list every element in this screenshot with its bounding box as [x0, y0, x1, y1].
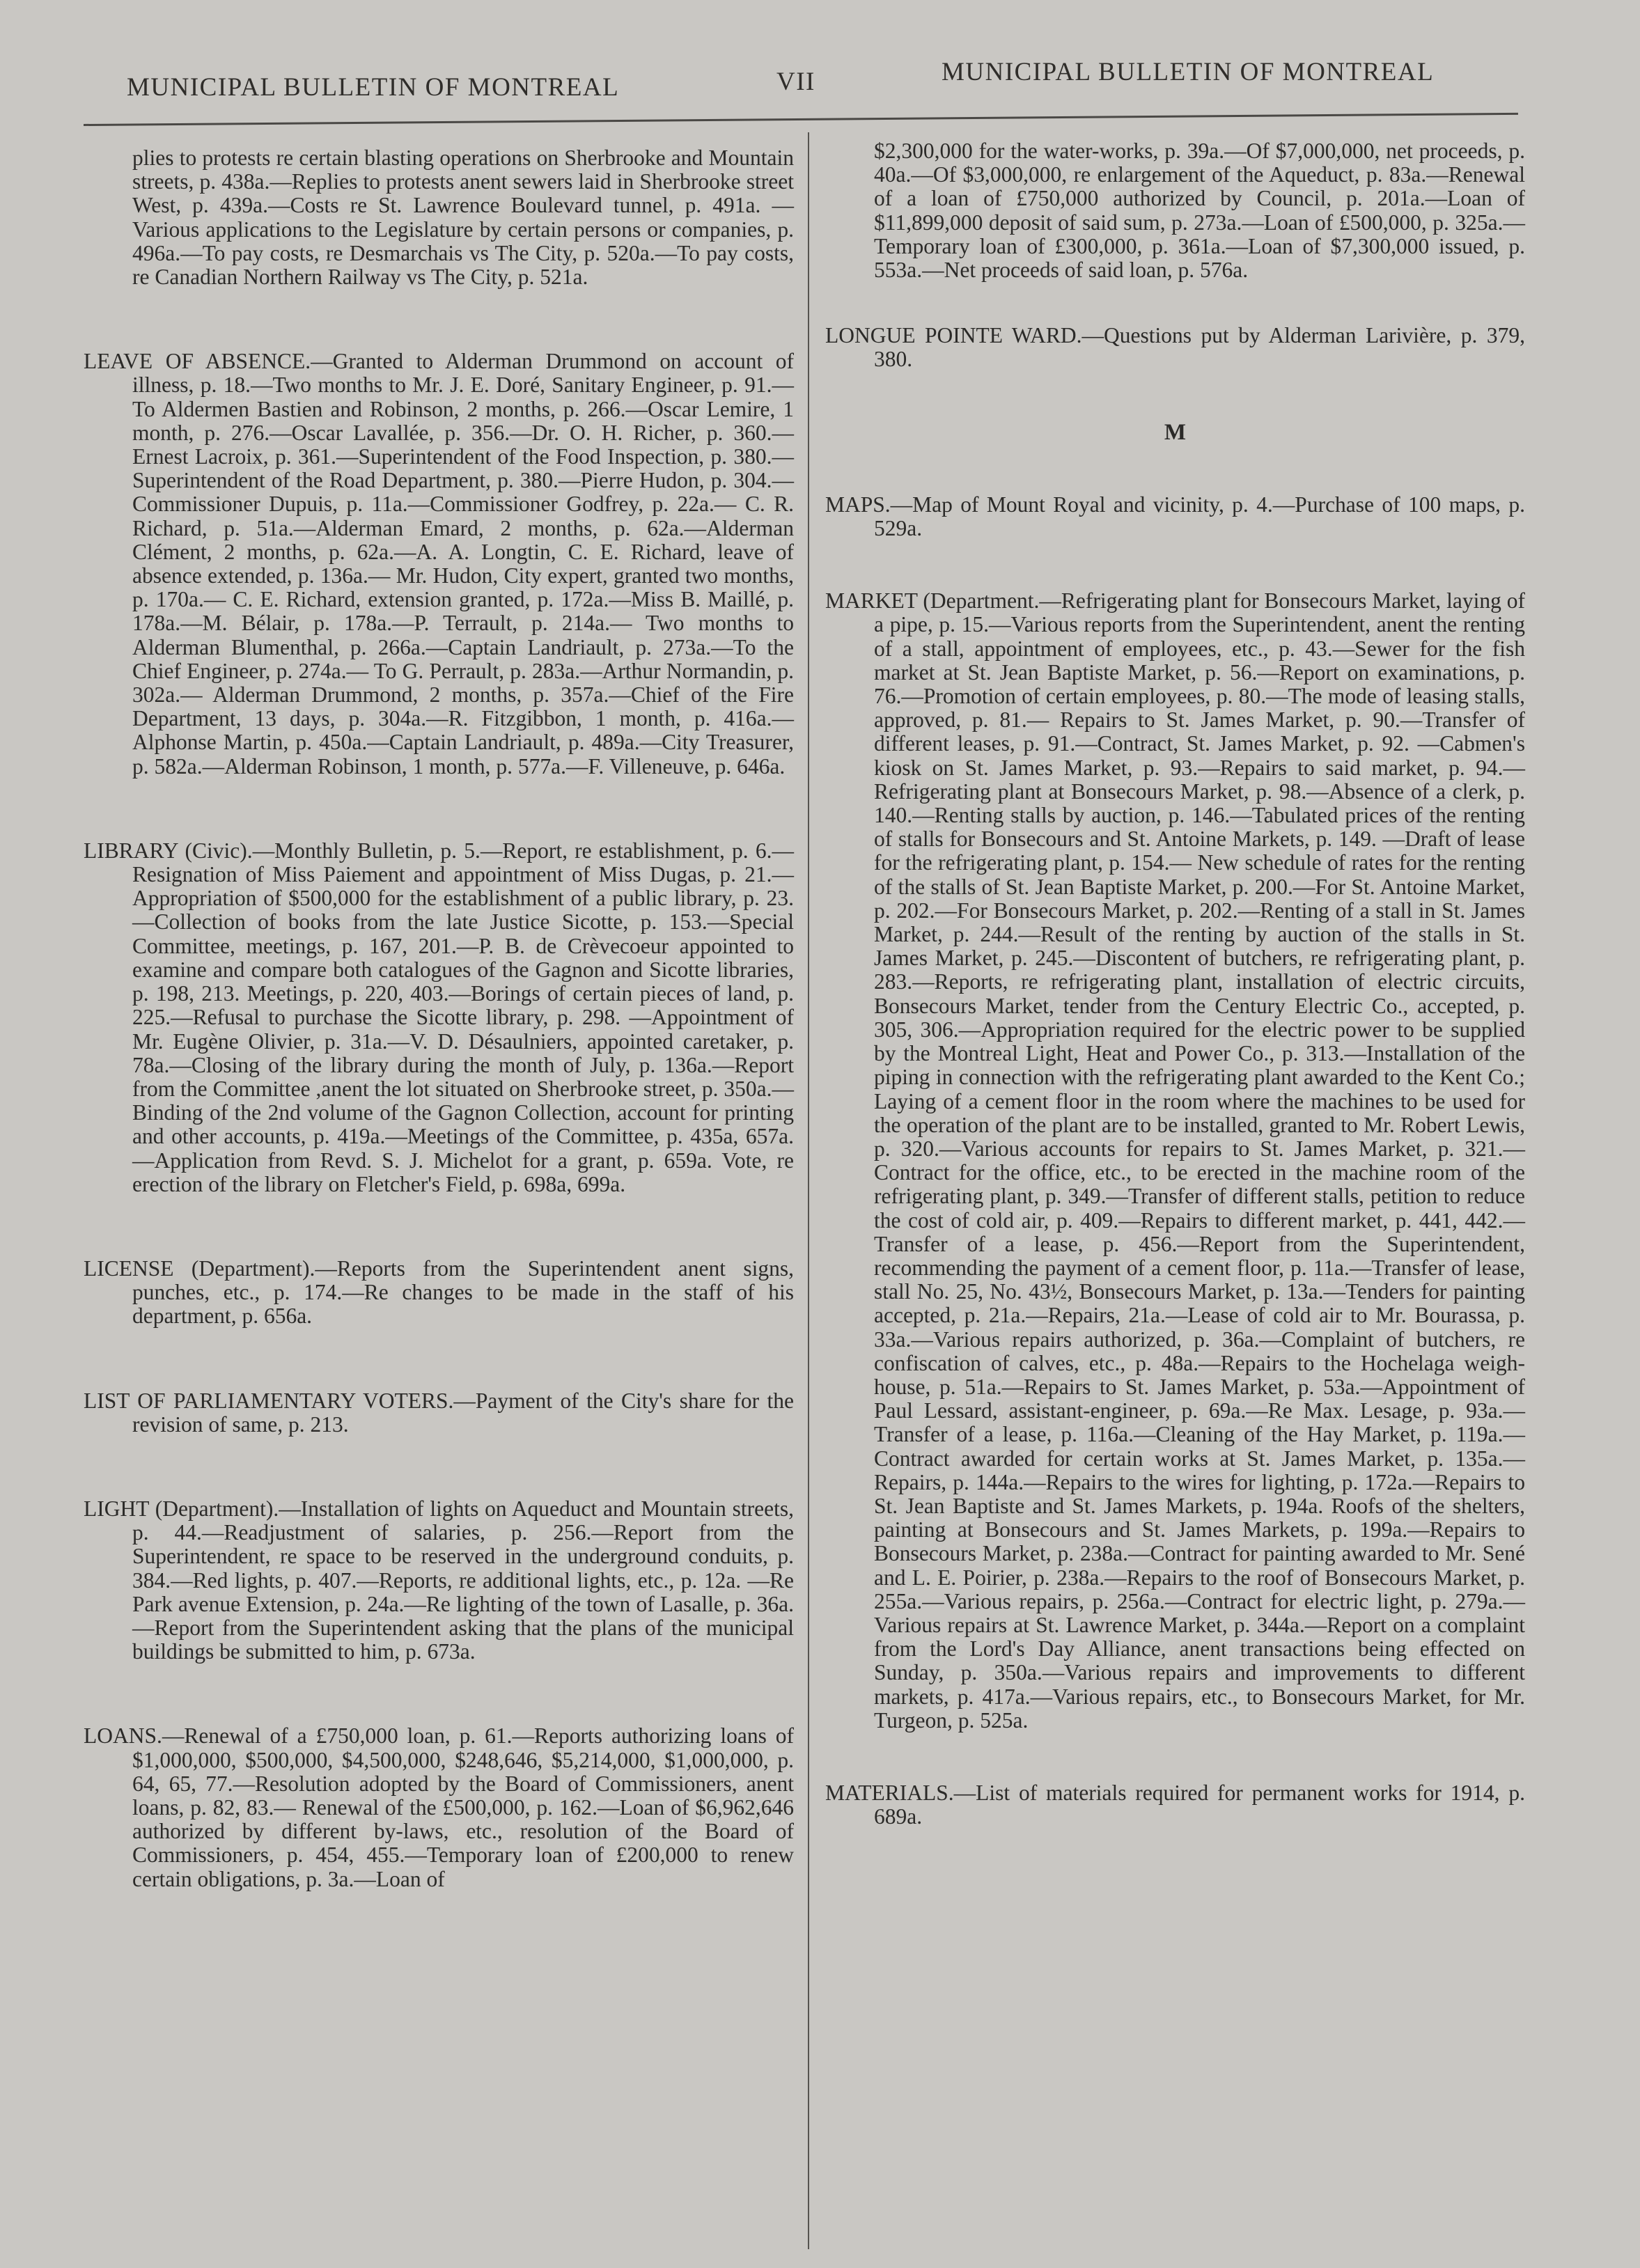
entry-text: —Reports from the Superintendent anent signs, punches, etc., p. 174.—Re changes to be made in the staff of his department, p. 656a. — [132, 1256, 794, 1329]
index-entry-library — [84, 839, 794, 1196]
entry-heading: LIGHT (Department). — [84, 1496, 279, 1521]
index-entry-loans — [84, 1724, 794, 1891]
entry-text: —Renewal of a £750,000 loan, p. 61.—Reports authorizing loans of $1,000,000, $500,000, $4,500,000, $248,646, $5,214,000, $1,000,000, p. 64, 65, 77.—Resolution adopted by the Board of Commissioners, anent loans, p. 82, 83.— Renewal of the £500,000, p. 162.—Loan of $6,962,646 authorized by different by-laws, etc., resolution of the Board of Commissioners, p. 454, 455.—Temporary loan of £200,000 to renew certain obligations, p. 3a.—Loan of — [132, 1723, 794, 1891]
entry-heading: MATERIALS. — [825, 1780, 954, 1805]
index-entry-market — [825, 589, 1525, 1733]
entry-heading: LOANS. — [84, 1723, 162, 1749]
running-header-right: MUNICIPAL BULLETIN OF MONTREAL — [942, 58, 1435, 86]
continued-entry-text: plies to protests re certain blasting operations on Sherbrooke and Mountain streets, p. 438a.—Replies to protests anent sewers laid in Sherbrooke street West, p. 439a.—Costs re St. Lawrence Boulevard tunnel, p. 491a. —Various applications to the Legislature by certain persons or companies, p. 496a.—To pay costs, re Desmarchais vs The City, p. 520a.—To pay costs, re Canadian Northern Railway vs The City, p. 521a. — [132, 146, 794, 290]
continued-entry-text: $2,300,000 for the water-works, p. 39a.—Of $7,000,000, net proceeds, p. 40a.—Of $3,000,000, re enlargement of the Aqueduct, p. 83a.—Renewal of a loan of £750,000 authorized by Council, p. 201a.—Loan of $11,899,000 deposit of said sum, p. 273a.—Loan of £500,000, p. 325a.— Temporary loan of £300,000, p. 361a.—Loan of $7,300,000 issued, p. 553a.—Net proceeds of said loan, p. 576a. — [874, 139, 1525, 283]
entry-heading: MAPS. — [825, 492, 891, 517]
entry-text: —Map of Mount Royal and vicinity, p. 4.—Purchase of 100 maps, p. 529a. — [874, 492, 1525, 541]
column-divider — [808, 132, 809, 2249]
entry-text: —Installation of lights on Aqueduct and Mountain streets, p. 44.—Readjustment of salaries, p. 256.—Report from the Superintendent, re space to be reserved in the underground conduits, p. 384.—Red lights, p. 407.—Reports, re additional lights, etc., p. 12a. —Re Park avenue Extension, p. 24a.—Re lighting of the town of Lasalle, p. 36a.—Report from the Superintendent asking that the plans of the municipal buildings be submitted to him, p. 673a. — [132, 1496, 794, 1664]
running-header-left: MUNICIPAL BULLETIN OF MONTREAL — [127, 73, 620, 102]
entry-text: —List of materials required for permanent works for 1914, p. 689a. — [874, 1780, 1525, 1829]
entry-heading: MARKET (Department. — [825, 588, 1040, 613]
section-letter: M — [1164, 419, 1187, 445]
index-entry-leave-of-absence — [84, 350, 794, 779]
entry-heading: LIBRARY (Civic). — [84, 838, 253, 863]
entry-heading: LEAVE OF ABSENCE. — [84, 349, 311, 374]
index-entry-light — [84, 1497, 794, 1664]
right-column — [825, 139, 1525, 1829]
entry-text: —Payment of the City's share for the revision of same, p. 213. — [132, 1388, 795, 1437]
index-entry-longue-pointe-ward — [825, 324, 1525, 371]
entry-text: —Questions put by Alderman Larivière, p. 379, 380. — [874, 323, 1525, 372]
index-entry-license — [84, 1257, 794, 1329]
entry-heading: LIST OF PARLIAMENTARY VOTERS. — [84, 1388, 454, 1413]
header-rule — [84, 113, 1518, 126]
entry-heading: LONGUE POINTE WARD. — [825, 323, 1082, 348]
index-entry-materials — [825, 1781, 1525, 1829]
entry-text: —Monthly Bulletin, p. 5.—Report, re establishment, p. 6.—Resignation of Miss Paiement and appointment of Miss Dugas, p. 21.—Appropriation of $500,000 for the establishment of a public library, p. 23. —Collection of books from the late Justice Sicotte, p. 153.—Special Committee, meetings, p. 167, 201.—P. B. de Crèvecoeur appointed to examine and compare both catalogues of the Gagnon and Sicotte libraries, p. 198, 213. Meetings, p. 220, 403.—Borings of certain pieces of land, p. 225.—Refusal to purchase the Sicotte library, p. 298. —Appointment of Mr. Eugène Olivier, p. 31a.—V. D. Désaulniers, appointed caretaker, p. 78a.—Closing of the library during the month of July, p. 136a.—Report from the Committee ,anent the lot situated on Sherbrooke street, p. 350a.—Binding of the 2nd volume of the Gagnon Collection, account for printing and other accounts, p. 419a.—Meetings of the Committee, p. 435a, 657a.—Application from Revd. S. J. Michelot for a grant, p. 659a. Vote, re erection of the library on Fletcher's Field, p. 698a, 699a. — [132, 838, 794, 1196]
entry-heading: LICENSE (Department). — [84, 1256, 315, 1281]
index-entry-list-of-parliamentary-voters — [84, 1389, 794, 1437]
page-number: VII — [776, 68, 815, 96]
entry-text: —Refrigerating plant for Bonsecours Market, laying of a pipe, p. 15.—Various reports from the Superintendent, anent the renting of a stall, appointment of employees, etc., p. 43.—Sewer for the fish market at St. Jean Baptiste Market, p. 56.—Report on examinations, p. 76.—Promotion of certain employees, p. 80.—The mode of leasing stalls, approved, p. 81.— Repairs to St. James Market, p. 90.—Transfer of different leases, p. 91.—Contract, St. James Market, p. 92. —Cabmen's kiosk on St. James Market, p. 93.—Repairs to said market, p. 94.—Refrigerating plant at Bonsecours Market, p. 98.—Absence of a clerk, p. 140.—Renting stalls by auction, p. 146.—Tabulated prices of the renting of stalls for Bonsecours and St. Antoine Markets, p. 149. —Draft of lease for the refrigerating plant, p. 154.— New schedule of rates for the renting of the stalls of St. Jean Baptiste Market, p. 200.—For St. Antoine Market, p. 202.—For Bonsecours Market, p. 202.—Renting of a stall in St. James Market, p. 244.—Result of the renting by auction of the stalls in St. James Market, p. 245.—Discontent of butchers, re refrigerating plant, p. 283.—Reports, re refrigerating plant, installation of electric circuits, Bonsecours Market, tender from the Century Electric Co., accepted, p. 305, 306.—Appropriation required for the electric power to be supplied by the Montreal Light, Heat and Power Co., p. 313.—Installation of the piping in connection with the refrigerating plant awarded to the Kent Co.; Laying of a cement floor in the room where the machines to be used for the operation of the plant are to be installed, granted to Mr. Robert Lewis, p. 320.—Various accounts for repairs to St. James Market, p. 321.—Contract for the office, etc., to be erected in the machine room of the refrigerating plant, p. 349.—Transfer of different stalls, petition to reduce the cost of cold air, p. 409.—Repairs to different market, p. 441, 442.—Transfer of a lease, p. 456.—Report from the Superintendent, recommending the payment of a cement floor, p. 11a.—Transfer of lease, stall No. 25, No. 43½, Bonsecours Market, p. 13a.—Tenders for painting accepted, p. 21a.—Repairs, 21a.—Lease of cold air to Mr. Bourassa, p. 33a.—Various repairs authorized, p. 36a.—Complaint of butchers, re confiscation of calves, etc., p. 48a.—Repairs to the Hochelaga weigh-house, p. 51a.—Repairs to St. James Market, p. 53a.—Appointment of Paul Lessard, assistant-engineer, p. 69a.—Re Max. Lesage, p. 93a.—Transfer of a lease, p. 116a.—Cleaning of the Hay Market, p. 119a.—Contract awarded for certain works at St. James Market, p. 135a.—Repairs, p. 144a.—Repairs to the wires for lighting, p. 172a.—Repairs to St. Jean Baptiste and St. James Markets, p. 194a. Roofs of the shelters, painting at Bonsecours and St. James Markets, p. 199a.—Repairs to Bonsecours Market, p. 238a.—Contract for painting awarded to Mr. Sené and L. E. Poirier, p. 238a.—Repairs to the roof of Bonsecours Market, p. 255a.—Various repairs, p. 256a.—Contract for electric light, p. 279a.—Various repairs at St. Lawrence Market, p. 344a.—Report on a complaint from the Lord's Day Alliance, anent transactions being effected on Sunday, p. 350a.—Various repairs and improvements to different markets, p. 417a.—Various repairs, etc., to Bonsecours Market, for Mr. Turgeon, p. 525a. — [874, 588, 1525, 1733]
entry-text: —Granted to Alderman Drummond on account of illness, p. 18.—Two months to Mr. J. E. Doré, Sanitary Engineer, p. 91.—To Aldermen Bastien and Robinson, 2 months, p. 266.—Oscar Lemire, 1 month, p. 276.—Oscar Lavallée, p. 356.—Dr. O. H. Richer, p. 360.—Ernest Lacroix, p. 361.—Superintendent of the Food Inspection, p. 380.—Superintendent of the Road Department, p. 380.—Pierre Hudon, p. 304.—Commissioner Dupuis, p. 11a.—Commissioner Godfrey, p. 22a.— C. R. Richard, p. 51a.—Alderman Emard, 2 months, p. 62a.—Alderman Clément, 2 months, p. 62a.—A. A. Longtin, C. E. Richard, leave of absence extended, p. 136a.— Mr. Hudon, City expert, granted two months, p. 170a.— C. E. Richard, extension granted, p. 172a.—Miss B. Maillé, p. 178a.—M. Bélair, p. 178a.—P. Terrault, p. 214a.— Two months to Alderman Blumenthal, p. 266a.—Captain Landriault, p. 273a.—To the Chief Engineer, p. 274a.— To G. Perrault, p. 283a.—Arthur Normandin, p. 302a.— Alderman Drummond, 2 months, p. 357a.—Chief of the Fire Department, 13 days, p. 304a.—R. Fitzgibbon, 1 month, p. 416a.—Alphonse Martin, p. 450a.—Captain Landriault, p. 489a.—City Treasurer, p. 582a.—Alderman Robinson, 1 month, p. 577a.—F. Villeneuve, p. 646a. — [132, 349, 794, 779]
index-entry-maps — [825, 493, 1525, 540]
left-column — [84, 146, 794, 1891]
